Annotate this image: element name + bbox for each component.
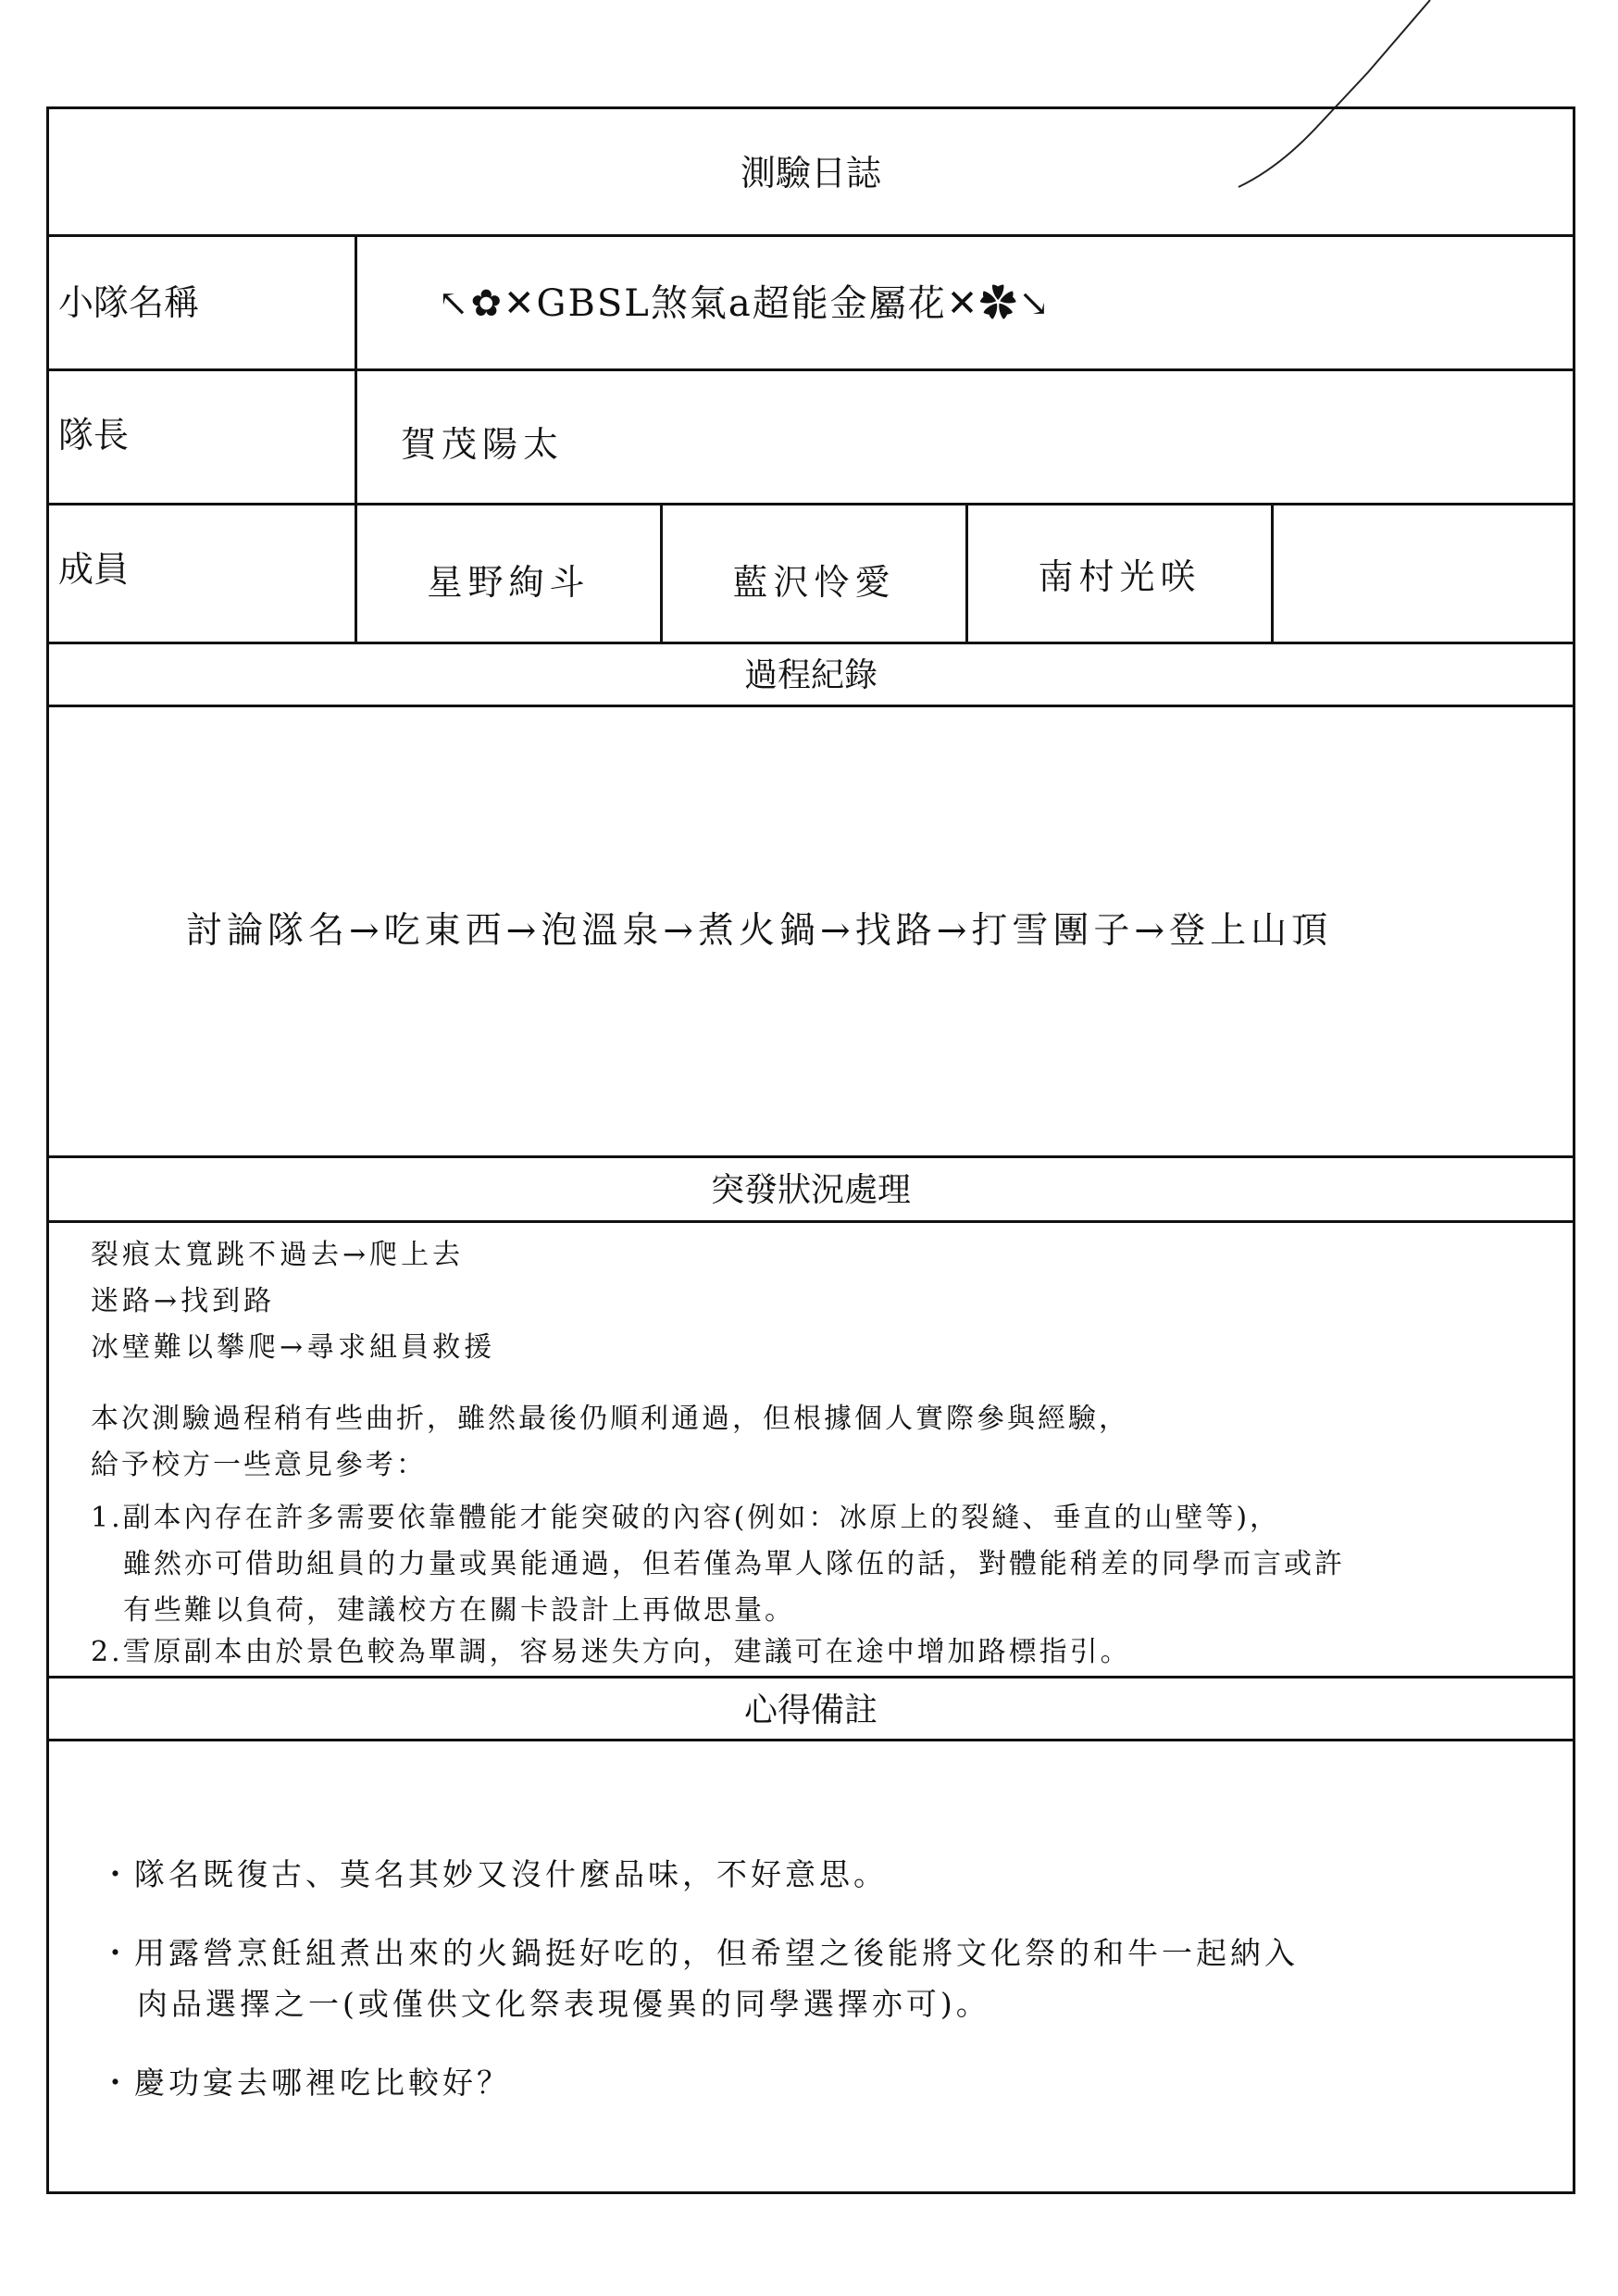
feedback-line: 2.雪原副本由於景色較為單調，容易迷失方向，建議可在途中增加路標指引。 (91, 1636, 1131, 1668)
feedback-line: 1.副本內存在許多需要依靠體能才能突破的內容(例如：冰原上的裂縫、垂直的山壁等)， (91, 1502, 1281, 1534)
rule (49, 1739, 1573, 1741)
feedback-line: 雖然亦可借助組員的力量或異能通過，但若僅為單人隊伍的話，對體能稍差的同學而言或許 (123, 1548, 1345, 1580)
rule (49, 368, 1573, 371)
feedback-line: 給予校方一些意見參考： (91, 1449, 427, 1481)
note-item: 肉品選擇之一(或僅供文化祭表現優異的同學選擇亦可)。 (137, 1986, 990, 2022)
feedback-line: 本次測驗過程稍有些曲折，雖然最後仍順利通過，但根據個人實際參與經驗， (91, 1403, 1129, 1435)
members-label: 成員 (58, 549, 130, 590)
team-name-value: ↖✿✕GBSL煞氣a超能金屬花✕✿↘ (438, 282, 1052, 325)
note-item: ・用露營烹飪組煮出來的火鍋挺好吃的，但希望之後能將文化祭的和牛一起納入 (100, 1935, 1299, 1971)
note-item: ・慶功宴去哪裡吃比較好？ (100, 2065, 511, 2101)
notes-heading: 心得備註 (743, 1691, 877, 1729)
incident-line: 裂痕太寬跳不過去→爬上去 (91, 1239, 465, 1271)
form-title: 測驗日誌 (740, 153, 881, 193)
leader-label: 隊長 (58, 415, 130, 455)
note-item: ・隊名既復古、莫名其妙又沒什麼品味，不好意思。 (100, 1856, 888, 1892)
incident-line: 迷路→找到路 (91, 1285, 276, 1317)
rule (49, 503, 1573, 505)
team-name-label: 小隊名稱 (58, 282, 200, 323)
member-1: 星野絢斗 (427, 562, 591, 603)
stray-dot: · (1037, 359, 1043, 381)
rule (49, 1220, 1573, 1223)
feedback-line: 有些難以負荷，建議校方在關卡設計上再做思量。 (123, 1594, 795, 1627)
incidents-heading: 突發狀況處理 (710, 1171, 911, 1209)
process-heading: 過程紀錄 (743, 656, 877, 694)
member-3: 南村光咲 (1038, 556, 1201, 597)
rule (49, 1676, 1573, 1678)
process-text: 討論隊名→吃東西→泡溫泉→煮火鍋→找路→打雪團子→登上山頂 (186, 910, 1333, 952)
test-log-form (46, 106, 1575, 2194)
rule (49, 642, 1573, 644)
leader-value: 賀茂陽太 (401, 424, 565, 465)
member-2: 藍沢怜愛 (732, 562, 896, 603)
rule (1271, 503, 1274, 642)
rule (49, 705, 1573, 707)
rule (49, 234, 1573, 237)
incident-line: 冰壁難以攀爬→尋求組員救援 (91, 1331, 496, 1364)
rule (49, 1155, 1573, 1158)
